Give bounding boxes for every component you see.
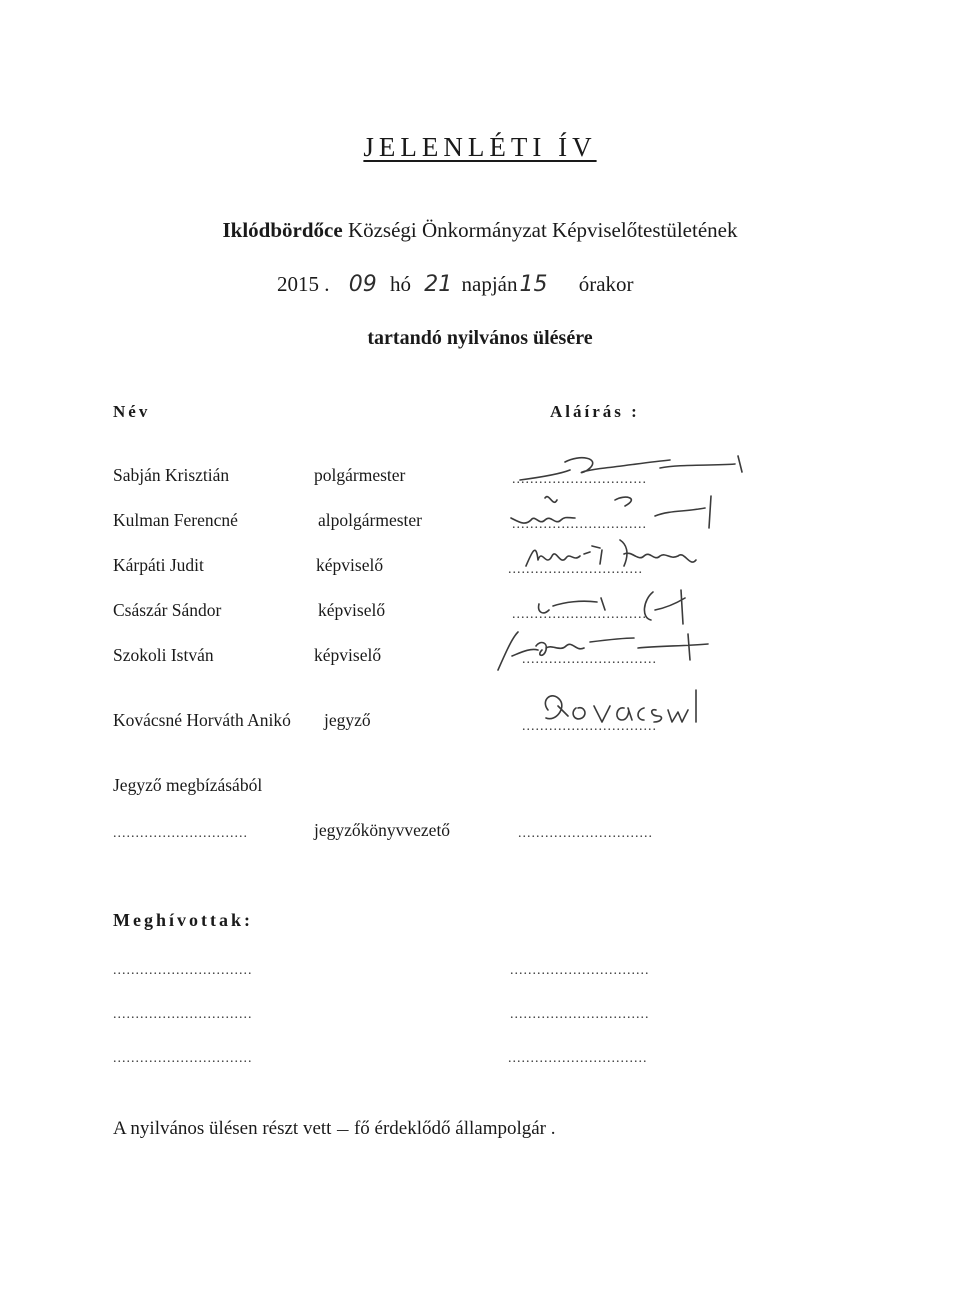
council-line (0, 218, 960, 243)
invited-line: ............................... (113, 963, 253, 978)
day-handwritten: 21 (424, 272, 453, 297)
member-role: polgármester (314, 465, 406, 485)
signature-szokoli (488, 622, 738, 682)
signature-line: .............................. (512, 517, 647, 532)
meeting-line: tartandó nyilvános ülésére (367, 327, 593, 349)
signature-line: .............................. (512, 472, 647, 487)
signature-line: .............................. (512, 607, 647, 622)
member-name: Kulman Ferencné (113, 510, 238, 530)
napjan-label: napján (461, 272, 518, 296)
member-name: Kárpáti Judit (113, 555, 204, 575)
signature-line: .............................. (518, 826, 653, 841)
signature-sabjan (510, 448, 750, 488)
ho-label: hó (390, 272, 411, 296)
member-name: Szokoli István (113, 645, 214, 665)
attendance-suffix: fő érdeklődő állampolgár . (353, 1118, 556, 1139)
month-handwritten: 09 (348, 272, 377, 297)
invited-line: ............................... (510, 1007, 650, 1022)
invited-heading: Meghívottak: (113, 910, 253, 930)
member-name: Császár Sándor (113, 600, 222, 620)
invited-line: ............................... (510, 963, 650, 978)
signature-line: .............................. (508, 562, 643, 577)
signature-line: .............................. (522, 652, 657, 667)
member-role: alpolgármester (318, 510, 422, 530)
attendance-count-handwritten: — (336, 1123, 350, 1138)
recorder-name-line: .............................. (113, 826, 248, 841)
recorder-label: Jegyző megbízásából (113, 775, 263, 795)
signature-kovacsne (532, 682, 722, 738)
council-text: Községi Önkormányzat Képviselőtestületének (342, 218, 738, 242)
page-title: JELENLÉTI ÍV (363, 132, 597, 162)
member-role: képviselő (318, 600, 386, 620)
year: 2015 (277, 272, 319, 296)
notary-role: jegyző (324, 710, 371, 730)
hour-handwritten: 15 (519, 272, 548, 297)
member-role: képviselő (316, 555, 384, 575)
member-role: képviselő (314, 645, 382, 665)
attendance-text: A nyilvános ülésen részt vett (113, 1118, 332, 1139)
signature-line: .............................. (522, 719, 657, 734)
date-line (277, 272, 634, 297)
recorder-role: jegyzőkönyvvezető (314, 820, 451, 840)
invited-line: ............................... (113, 1051, 253, 1066)
name-header: Név (113, 402, 151, 421)
village-name: Iklódbördőce (222, 218, 343, 242)
orakor-label: órakor (578, 272, 634, 296)
attendance-line (113, 1118, 556, 1140)
year-separator: . (324, 272, 330, 296)
notary-name: Kovácsné Horváth Anikó (113, 710, 291, 730)
signature-karpati (520, 532, 720, 582)
member-name: Sabján Krisztián (113, 465, 230, 485)
signature-header: Aláírás : (550, 402, 640, 421)
invited-line: ............................... (113, 1007, 253, 1022)
signature-kulman (505, 488, 725, 536)
invited-line: ............................... (508, 1051, 648, 1066)
